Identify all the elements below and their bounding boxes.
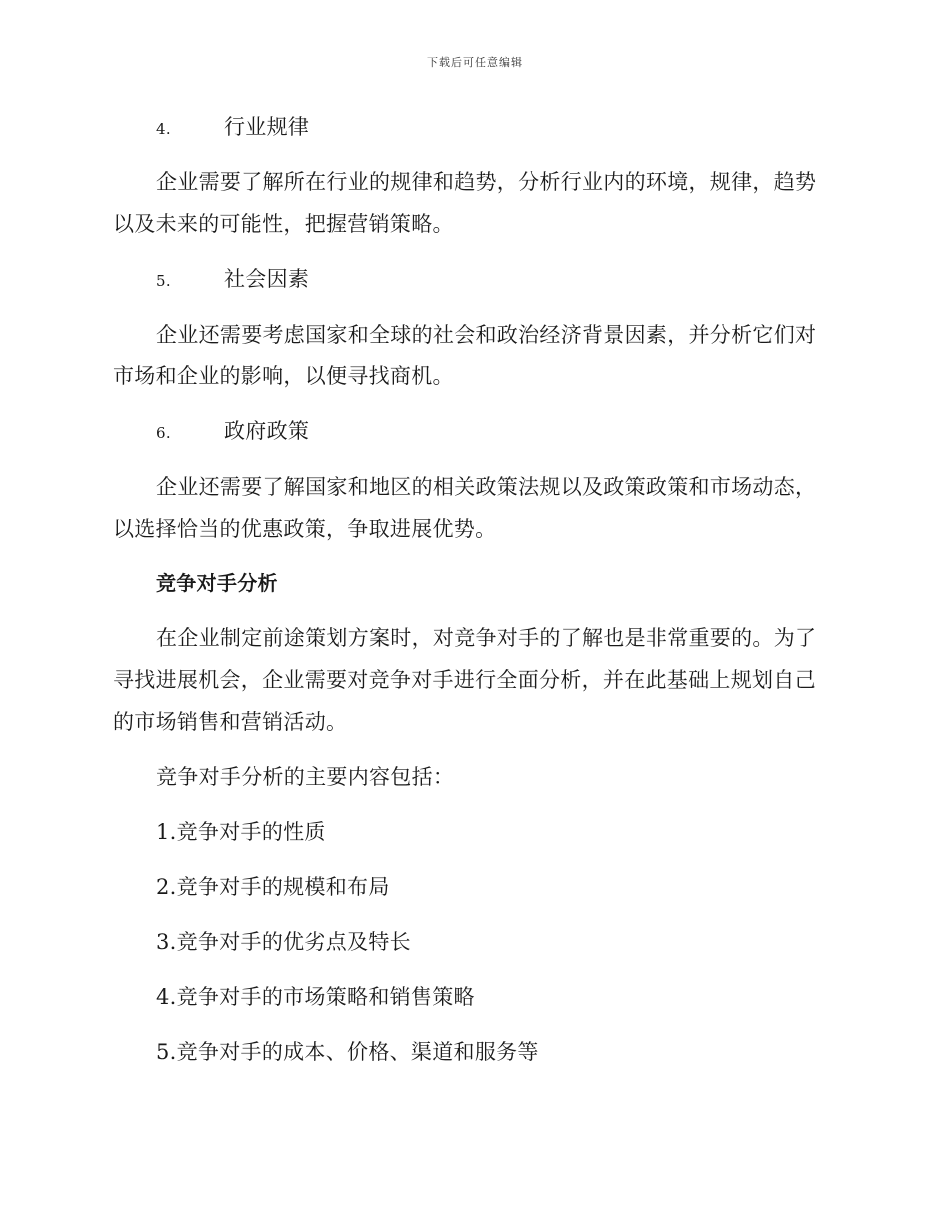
paragraph-line: 在企业制定前途策划方案时，对竞争对手的了解也是非常重要的。为了 <box>156 626 817 650</box>
paragraph-line: 企业还需要考虑国家和全球的社会和政治经济背景因素，并分析它们对 <box>156 323 817 347</box>
paragraph-line: 以及未来的可能性，把握营销策略。 <box>113 212 454 236</box>
item-5-title: 社会因素 <box>224 267 310 291</box>
paragraph-line: 企业需要了解所在行业的规律和趋势，分析行业内的环境，规律，趋势 <box>156 170 817 194</box>
item-6-heading <box>156 416 309 448</box>
paragraph-line: 市场和企业的影响，以便寻找商机。 <box>113 364 454 388</box>
item-6-title: 政府政策 <box>224 419 310 443</box>
paragraph-line: 寻找进展机会，企业需要对竞争对手进行全面分析，并在此基础上规划自己 <box>113 668 816 692</box>
item-5-number: 5. <box>156 272 171 290</box>
item-6-number: 6. <box>156 424 171 442</box>
item-4-number: 4. <box>156 120 171 138</box>
list-item: 4.竞争对手的市场策略和销售策略 <box>156 985 475 1009</box>
paragraph-line: 的市场销售和营销活动。 <box>113 710 348 734</box>
page-header: 下载后可任意编辑 <box>427 56 523 69</box>
list-item: 2.竞争对手的规模和布局 <box>156 875 390 899</box>
item-4-heading <box>156 112 309 144</box>
list-item: 1.竞争对手的性质 <box>156 820 326 844</box>
list-intro: 竞争对手分析的主要内容包括： <box>156 765 455 789</box>
item-5-heading <box>156 264 309 296</box>
list-item: 5.竞争对手的成本、价格、渠道和服务等 <box>156 1040 539 1064</box>
section-heading: 竞争对手分析 <box>156 571 278 595</box>
paragraph-line: 以选择恰当的优惠政策，争取进展优势。 <box>113 517 497 541</box>
list-item: 3.竞争对手的优劣点及特长 <box>156 930 411 954</box>
paragraph-line: 企业还需要了解国家和地区的相关政策法规以及政策政策和市场动态， <box>156 475 817 499</box>
item-4-title: 行业规律 <box>224 115 310 139</box>
